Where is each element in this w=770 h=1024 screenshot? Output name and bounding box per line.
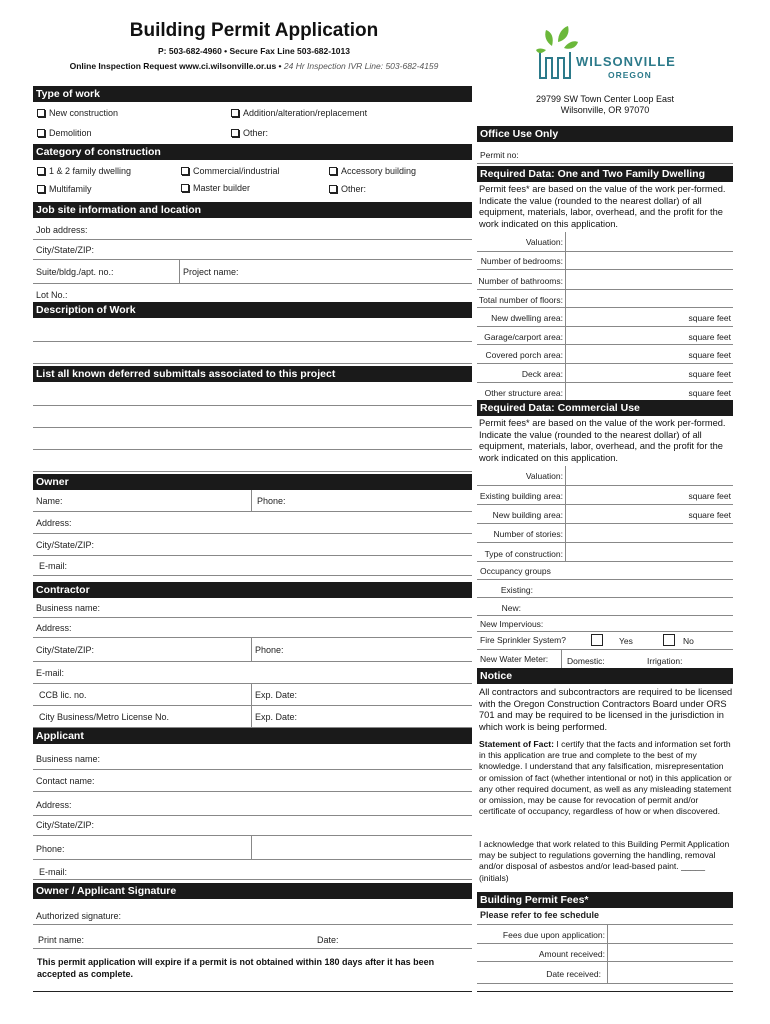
residential-heading: Required Data: One and Two Family Dwelling <box>477 166 733 182</box>
applicant-email-label: E-mail: <box>39 867 68 877</box>
divider <box>179 260 180 284</box>
residential-note: Permit fees* are based on the value of the work per-formed. Indicate the value (rounded to the nearest dollar) of all equipment, materials, labor, overhead, and the profit for the work indicated on this application. <box>479 184 726 229</box>
com-valuation-label: Valuation: <box>525 471 563 481</box>
deferred-line-1[interactable] <box>33 384 472 406</box>
contractor-business-label: Business name: <box>36 603 101 613</box>
divider <box>565 327 566 345</box>
deferred-line-3[interactable] <box>33 428 472 450</box>
applicant-phone-row <box>33 836 472 860</box>
office-use-heading: Office Use Only <box>477 126 733 142</box>
contractor-phone-label: Phone: <box>255 645 284 655</box>
existing-area-row <box>477 486 733 505</box>
signature-heading: Owner / Applicant Signature <box>33 883 472 899</box>
city-license-row <box>33 706 472 728</box>
owner-name-row <box>33 490 472 512</box>
authorized-signature-label: Authorized signature: <box>36 911 122 921</box>
online-inspection-text: Online Inspection Request www.ci.wilsonville.or.us • <box>69 61 284 71</box>
other-category-label: Other: <box>341 184 367 194</box>
checkbox-icon[interactable] <box>37 185 45 193</box>
expiration-note: This permit application will expire if a permit is not obtained within 180 days after it has been accepted as complete. <box>37 957 435 979</box>
statement-of-fact <box>479 739 733 817</box>
logo-name: WILSONVILLE <box>576 54 676 69</box>
address-line-1: 29799 SW Town Center Loop East <box>536 94 674 104</box>
applicant-phone-label: Phone: <box>36 844 65 854</box>
fees-heading: Building Permit Fees* <box>477 892 733 908</box>
type-of-work-heading: Type of work <box>33 86 472 102</box>
signature-date-label: Date: <box>317 935 339 945</box>
ccb-label: CCB lic. no. <box>39 690 87 700</box>
family-dwelling-option[interactable] <box>37 166 131 176</box>
fee-schedule-note: Please refer to fee schedule <box>480 910 600 920</box>
construction-type-label: Type of construction: <box>484 549 563 559</box>
addition-option[interactable] <box>231 108 367 118</box>
construction-type-row <box>477 543 733 562</box>
ivr-line-text: 24 Hr Inspection IVR Line: 503-682-4159 <box>283 61 439 71</box>
license-exp-date-label: Exp. Date: <box>255 712 298 722</box>
divider <box>565 466 566 486</box>
applicant-business-label: Business name: <box>36 754 101 764</box>
applicant-business-field[interactable] <box>33 746 472 770</box>
contractor-address-field[interactable] <box>33 618 472 638</box>
owner-email-label: E-mail: <box>39 561 68 571</box>
divider <box>607 925 608 945</box>
divider <box>565 290 566 308</box>
deferred-line-2[interactable] <box>33 406 472 428</box>
city-address <box>478 94 732 116</box>
occupancy-row <box>477 562 733 580</box>
addition-label: Addition/alteration/replacement <box>243 108 368 118</box>
divider <box>565 308 566 327</box>
job-address-label: Job address: <box>36 225 88 235</box>
city-license-label: City Business/Metro License No. <box>39 712 170 722</box>
garage-area-label: Garage/carport area: <box>484 332 563 342</box>
ccb-exp-date-label: Exp. Date: <box>255 690 298 700</box>
checkbox-icon[interactable] <box>329 185 337 193</box>
master-builder-option[interactable] <box>181 183 250 193</box>
other-work-option[interactable] <box>231 128 268 138</box>
online-line <box>36 61 472 71</box>
permit-no-field[interactable] <box>477 144 733 164</box>
sqft-unit: square feet <box>688 313 731 323</box>
lot-no-label: Lot No.: <box>36 290 68 300</box>
divider <box>561 650 562 670</box>
com-valuation-row <box>477 466 733 486</box>
applicant-address-label: Address: <box>36 800 72 810</box>
contractor-address-label: Address: <box>36 623 72 633</box>
applicant-contact-field[interactable] <box>33 770 472 792</box>
floors-row <box>477 290 733 308</box>
demolition-option[interactable] <box>37 128 92 138</box>
owner-heading: Owner <box>33 474 472 490</box>
divider <box>251 638 252 662</box>
divider <box>565 270 566 290</box>
porch-area-label: Covered porch area: <box>485 350 563 360</box>
sprinkler-yes-checkbox[interactable] <box>591 634 603 646</box>
demolition-label: Demolition <box>49 128 92 138</box>
new-construction-label: New construction <box>49 108 119 118</box>
contractor-email-label: E-mail: <box>36 668 65 678</box>
applicant-city-field[interactable] <box>33 816 472 836</box>
owner-email-field[interactable] <box>33 556 472 576</box>
bedrooms-label: Number of bedrooms: <box>480 256 563 266</box>
divider <box>565 486 566 505</box>
suite-row <box>33 260 472 284</box>
sprinkler-row <box>477 632 733 650</box>
applicant-email-field[interactable] <box>33 860 472 880</box>
authorized-signature-field[interactable] <box>33 899 472 925</box>
right-column <box>477 126 733 992</box>
notice-text: All contractors and subcontractors are required to be licensed with the Oregon Construction Contractors Board under ORS 701 and may be required to be licensed in the jurisdiction in which work is being performed. <box>479 687 733 732</box>
master-builder-label: Master builder <box>193 183 251 193</box>
city-state-zip-label: City/State/ZIP: <box>36 245 95 255</box>
bedrooms-row <box>477 252 733 270</box>
garage-area-row <box>477 327 733 345</box>
other-area-label: Other structure area: <box>484 388 563 398</box>
sprinkler-no-checkbox[interactable] <box>663 634 675 646</box>
sqft-unit: square feet <box>688 491 731 501</box>
commercial-option[interactable] <box>181 166 280 176</box>
sqft-unit: square feet <box>688 332 731 342</box>
contractor-city-row <box>33 638 472 662</box>
description-heading: Description of Work <box>33 302 472 318</box>
sqft-unit: square feet <box>688 350 731 360</box>
description-line-1[interactable] <box>33 320 472 342</box>
project-name-label: Project name: <box>183 267 239 277</box>
job-address-field[interactable] <box>33 220 472 240</box>
divider <box>565 543 566 562</box>
family-dwelling-label: 1 & 2 family dwelling <box>49 166 132 176</box>
bathrooms-label: Number of bathrooms: <box>478 276 563 286</box>
other-category-option[interactable] <box>329 184 366 194</box>
divider <box>565 232 566 252</box>
owner-city-field[interactable] <box>33 534 472 556</box>
owner-address-field[interactable] <box>33 512 472 534</box>
owner-name-label: Name: <box>36 496 63 506</box>
existing-area-label: Existing building area: <box>479 491 563 501</box>
applicant-address-field[interactable] <box>33 792 472 816</box>
sprinkler-yes-label: Yes <box>619 636 633 646</box>
deck-area-label: Deck area: <box>521 369 563 379</box>
applicant-contact-label: Contact name: <box>36 776 95 786</box>
checkbox-icon[interactable] <box>329 167 337 175</box>
checkbox-icon[interactable] <box>181 184 189 192</box>
date-received-label: Date received: <box>546 969 601 979</box>
amount-received-label: Amount received: <box>538 949 605 959</box>
divider <box>251 490 252 512</box>
contractor-city-label: City/State/ZIP: <box>36 645 95 655</box>
other-work-label: Other: <box>243 128 269 138</box>
address-line-2: Wilsonville, OR 97070 <box>560 105 650 115</box>
suite-label: Suite/bldg./apt. no.: <box>36 267 114 277</box>
city-state-zip-field[interactable] <box>33 240 472 260</box>
sprinkler-label: Fire Sprinkler System? <box>480 635 566 645</box>
divider <box>251 684 252 706</box>
floors-label: Total number of floors: <box>478 295 563 305</box>
left-column <box>33 86 472 992</box>
occ-new-label: New: <box>501 603 521 613</box>
checkbox-icon[interactable] <box>37 167 45 175</box>
impervious-row <box>477 616 733 632</box>
other-area-row <box>477 383 733 401</box>
applicant-city-label: City/State/ZIP: <box>36 820 95 830</box>
divider <box>565 383 566 401</box>
permit-no-label: Permit no: <box>480 150 519 160</box>
divider <box>607 944 608 962</box>
notice-heading: Notice <box>477 668 733 684</box>
dwelling-area-row <box>477 308 733 327</box>
irrigation-label: Irrigation: <box>647 656 683 666</box>
description-line-2[interactable] <box>33 342 472 364</box>
fees-due-label: Fees due upon application: <box>502 930 605 940</box>
deferred-line-4[interactable] <box>33 450 472 472</box>
fees-due-row <box>477 924 733 944</box>
print-name-row <box>33 925 472 949</box>
new-area-row <box>477 505 733 524</box>
occ-existing-label: Existing: <box>500 585 533 595</box>
checkbox-icon[interactable] <box>231 129 239 137</box>
commercial-label: Commercial/industrial <box>193 166 280 176</box>
fact-text: I certify that the facts and information set forth in this application are true and complete to the best of my knowledge. I understand that any falsification, misrepresentation or omission of fact (whether intentional or not) in this application or any other required document, as well as any misleading statement or omission, may be cause for revocation of permit and/or certificate of occupancy, regardless of how or when discovered. <box>479 739 732 817</box>
logo-state: OREGON <box>608 70 652 80</box>
owner-phone-label: Phone: <box>257 496 286 506</box>
multifamily-label: Multifamily <box>49 184 92 194</box>
deck-area-row <box>477 364 733 383</box>
checkbox-icon[interactable] <box>181 167 189 175</box>
bathrooms-row <box>477 270 733 290</box>
new-construction-option[interactable] <box>37 108 118 118</box>
owner-city-label: City/State/ZIP: <box>36 540 95 550</box>
accessory-label: Accessory building <box>341 166 417 176</box>
sqft-unit: square feet <box>688 388 731 398</box>
occupancy-label: Occupancy groups <box>480 566 551 576</box>
applicant-heading: Applicant <box>33 728 472 744</box>
divider <box>565 524 566 543</box>
page-title: Building Permit Application <box>129 20 379 41</box>
stories-label: Number of stories: <box>493 529 563 539</box>
ccb-row <box>33 684 472 706</box>
divider <box>607 962 608 984</box>
stories-row <box>477 524 733 543</box>
category-heading: Category of construction <box>33 144 472 160</box>
print-name-label: Print name: <box>38 935 85 945</box>
checkbox-icon[interactable] <box>37 109 45 117</box>
new-area-label: New building area: <box>492 510 563 520</box>
res-valuation-label: Valuation: <box>525 237 563 247</box>
date-received-row <box>477 962 733 984</box>
job-site-heading: Job site information and location <box>33 202 472 218</box>
divider <box>565 252 566 270</box>
commercial-note: Permit fees* are based on the value of the work per-formed. Indicate the value (rounded to the nearest dollar) of all equipment, materials, labor, overhead, and the profit for the work indicated on this application. <box>479 418 726 463</box>
water-meter-label: New Water Meter: <box>480 654 549 664</box>
asbestos-acknowledgement: I acknowledge that work related to this Building Permit Application may be subject to regulations governing the handling, removal and/or disposal of asbestos and/or lead-based paint. _____ (initials) <box>479 839 730 883</box>
commercial-heading: Required Data: Commercial Use <box>477 400 733 416</box>
accessory-option[interactable] <box>329 166 416 176</box>
water-meter-row <box>477 650 733 670</box>
deferred-heading: List all known deferred submittals associated to this project <box>33 366 472 382</box>
occ-new-row <box>477 598 733 616</box>
occ-existing-row <box>477 580 733 598</box>
sqft-unit: square feet <box>688 510 731 520</box>
contractor-email-field[interactable] <box>33 662 472 684</box>
res-valuation-row <box>477 232 733 252</box>
divider <box>251 706 252 728</box>
multifamily-option[interactable] <box>37 184 92 194</box>
contact-line: P: 503-682-4960 • Secure Fax Line 503-682-1013 <box>158 46 350 56</box>
divider <box>565 345 566 364</box>
divider <box>565 364 566 383</box>
divider <box>251 836 252 860</box>
divider <box>565 505 566 524</box>
amount-received-row <box>477 944 733 962</box>
dwelling-area-label: New dwelling area: <box>491 313 563 323</box>
checkbox-icon[interactable] <box>231 109 239 117</box>
contractor-heading: Contractor <box>33 582 472 598</box>
contractor-business-field[interactable] <box>33 598 472 618</box>
impervious-label: New Impervious: <box>480 619 544 629</box>
owner-address-label: Address: <box>36 518 72 528</box>
fact-label: Statement of Fact: <box>479 739 554 749</box>
checkbox-icon[interactable] <box>37 129 45 137</box>
sprinkler-no-label: No <box>683 636 694 646</box>
domestic-label: Domestic: <box>567 656 605 666</box>
sqft-unit: square feet <box>688 369 731 379</box>
porch-area-row <box>477 345 733 364</box>
